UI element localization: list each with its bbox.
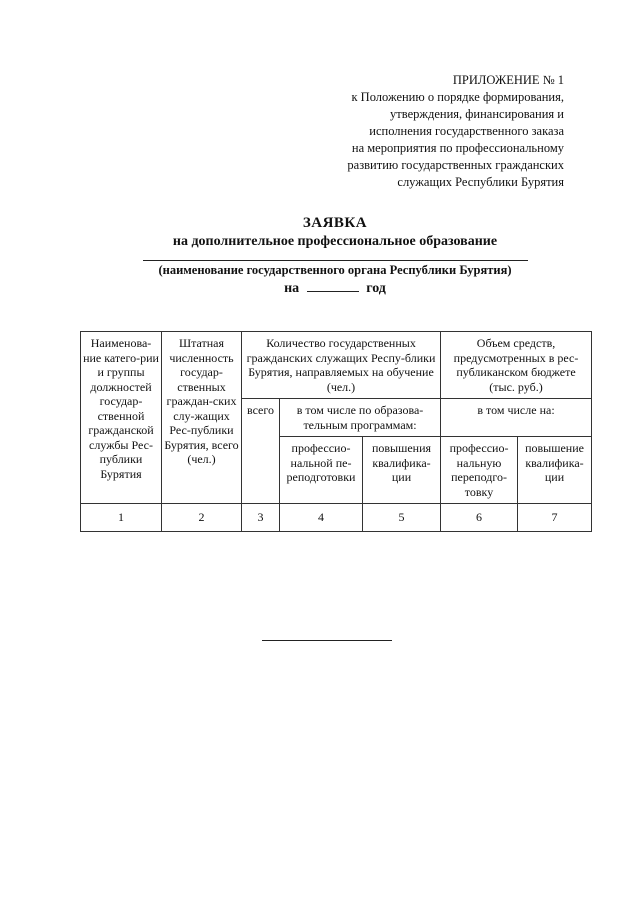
appendix-line: развитию государственных гражданских: [347, 158, 564, 172]
appendix-line: исполнения государственного заказа: [369, 124, 564, 138]
header-total: всего: [242, 399, 280, 504]
signature-line: [262, 640, 392, 641]
column-number: 5: [363, 504, 441, 532]
header-staff-count: Штатная численность государ-ственных граждан-ских слу-жащих Рес-публики Бурятия, всего (чел.): [162, 332, 242, 504]
header-retraining-budget: профессио-нальную переподго-товку: [441, 437, 518, 504]
agency-name-blank: [143, 253, 528, 261]
header-including-on: в том числе на:: [441, 399, 592, 437]
appendix-line: на мероприятия по профессиональному: [351, 141, 564, 155]
year-blank: [307, 279, 359, 292]
year-suffix: год: [366, 281, 386, 296]
agency-name-caption: (наименование государственного органа Республики Бурятия): [158, 263, 512, 277]
document-subtitle: на дополнительное профессиональное образование: [172, 234, 498, 249]
column-number-row: [81, 504, 592, 532]
column-number: 7: [518, 504, 592, 532]
appendix-line: служащих Республики Бурятия: [397, 175, 564, 189]
header-by-programs: в том числе по образова-тельным программам:: [280, 399, 441, 437]
title-block: [80, 214, 590, 298]
appendix-line: ПРИЛОЖЕНИЕ № 1: [452, 73, 564, 87]
header-qualification: повышения квалифика-ции: [363, 437, 441, 504]
header-trainee-count: Количество государственных гражданских служащих Респу-блики Бурятия, направляемых на обучение (чел.): [242, 332, 441, 399]
appendix-line: к Положению о порядке формирования,: [351, 90, 564, 104]
year-prefix: на: [284, 281, 300, 296]
year-line: [80, 279, 590, 298]
header-budget: Объем средств, предусмотренных в рес-публиканском бюджете (тыс. руб.): [441, 332, 592, 399]
header-row: [81, 332, 592, 399]
appendix-line: утверждения, финансирования и: [390, 107, 564, 121]
column-number: 1: [81, 504, 162, 532]
appendix-note: [347, 72, 564, 191]
column-number: 3: [242, 504, 280, 532]
header-qualification-budget: повышение квалифика-ции: [518, 437, 592, 504]
header-position-category: Наименова-ние катего-рии и группы должностей государ-ственной гражданской службы Рес-публики Бурятия: [81, 332, 162, 504]
column-number: 4: [280, 504, 363, 532]
column-number: 2: [162, 504, 242, 532]
header-retraining: профессио-нальной пе-реподготовки: [280, 437, 363, 504]
column-number: 6: [441, 504, 518, 532]
application-table: [80, 331, 592, 532]
document-title: ЗАЯВКА: [302, 215, 368, 231]
